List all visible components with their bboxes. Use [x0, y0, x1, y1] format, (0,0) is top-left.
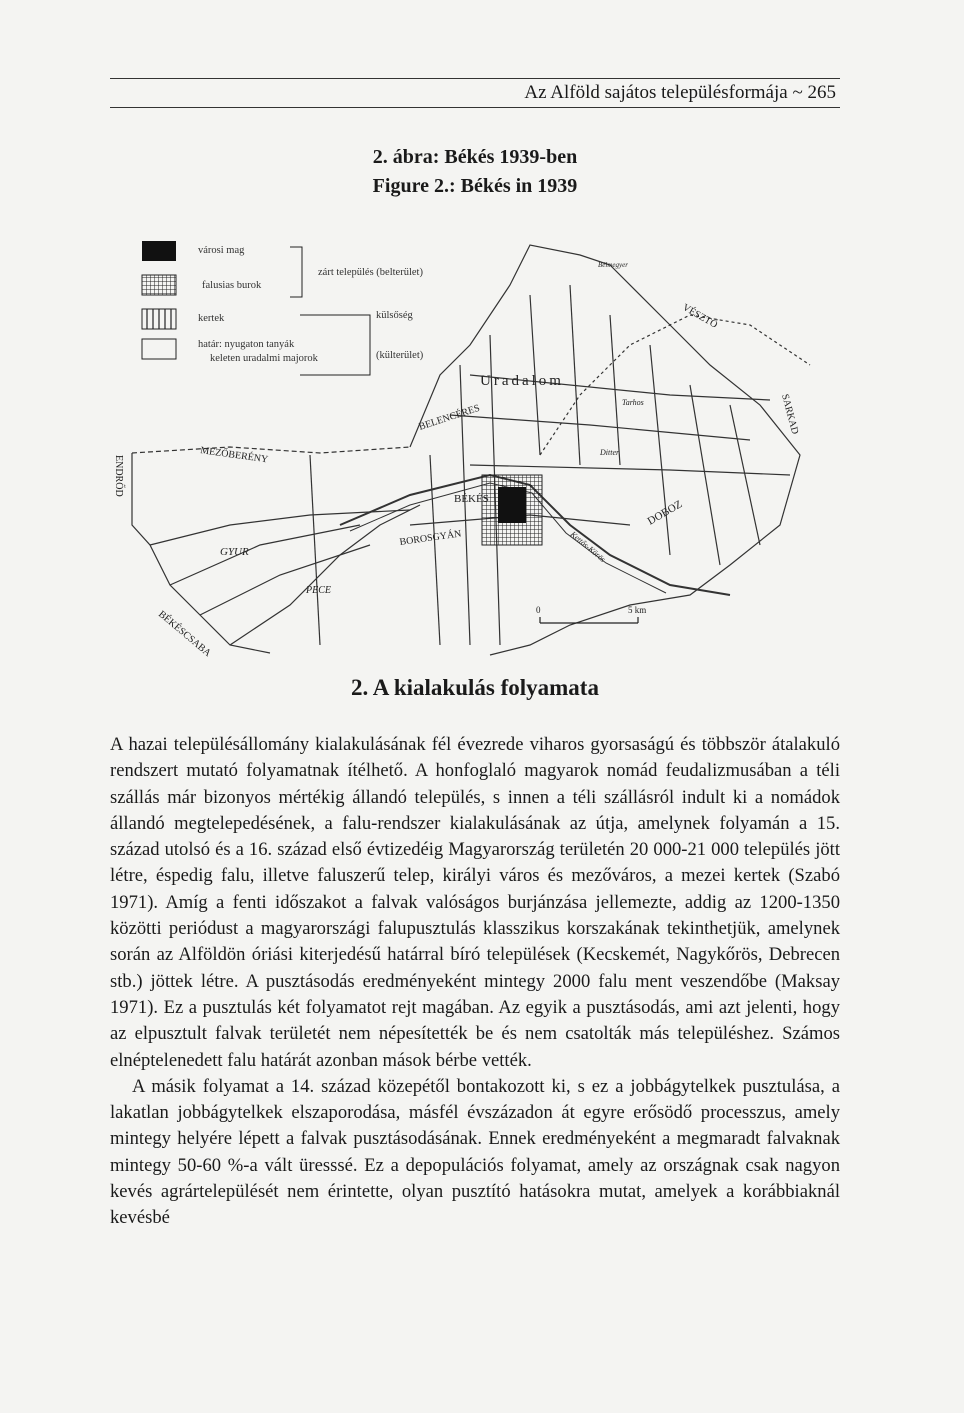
legend-swatch-village-shell: [142, 275, 176, 295]
section-title: 2. A kialakulás folyamata: [351, 675, 599, 700]
label-bekescsaba: BÉKÉSCSABA: [156, 608, 213, 660]
legend-swatch-boundary: [142, 339, 176, 359]
label-belencekes: BELENCÉRES: [417, 402, 482, 433]
label-doboz: DOBOZ: [645, 498, 685, 528]
figure-caption-hu: 2. ábra: Békés 1939-ben: [372, 146, 578, 168]
label-kettos-koros: Kettős-Körös: [568, 529, 608, 564]
legend-town-core: városi mag: [198, 245, 245, 256]
legend-outer-area-2: (külterület): [376, 350, 424, 361]
legend-village-shell: falusias burok: [202, 280, 262, 291]
label-uradalom: Uradalom: [480, 373, 564, 389]
legend-swatch-town-core: [142, 241, 176, 261]
legend-inner-area: zárt település (belterület): [318, 267, 423, 278]
label-belmegyer: Bélmegyer: [598, 261, 628, 269]
scale-five-km: 5 km: [628, 605, 647, 615]
label-ditter: Ditter: [600, 448, 620, 457]
legend-gardens: kertek: [198, 313, 225, 324]
running-title: Az Alföld sajátos településformája: [524, 82, 788, 103]
body-text: [110, 732, 840, 1232]
bekes-town: [482, 475, 542, 545]
paragraph-2: A másik folyamat a 14. század közepétől bontakozott ki, s ez a jobbágytelkek pusztulása, a lakatlan jobbágytelkek elszaporodása, másfél évszázadon át egyre erősödő processzus, amely mintegy helyére lépett a falvak pusztásodásának. Ennek eredményeként a megmaradt falvaknak mintegy 50-60 %-a vált üresssé. Ez a depopulációs folyamat, amely az országnak csak nagyon kevés agrártelepülését nem érintette, olyan pusztító hatásokra mutat, amelyek a korábbiaknál kevésbé: [110, 1075, 840, 1229]
legend-boundary-east: keleten uradalmi majorok: [210, 353, 318, 364]
legend-swatch-gardens: [142, 309, 176, 329]
label-borosgyan: BOROSGYÁN: [398, 528, 463, 548]
scale-bar: [536, 605, 646, 623]
legend-outer-area-1: külsőség: [376, 310, 413, 321]
bekes-map-figure: [110, 225, 840, 670]
page-number: 265: [807, 82, 836, 103]
paragraph-1: A hazai településállomány kialakulásának fél évezrede viharos gyorsaságú és többször átalakuló rendszert mutató folyamatnak ítélhető. A honfoglaló magyarok nomád feudalizmusában a téli szállás már bizonyos mértékig állandó település, s innen a téli szállásról indult ki a nomádok állandó megtelepedésének, a falu-rendszer kialakulásának az útja, amelynek folyamán a 15. század utolsó és a 16. század első évtizedéig Magyarország területén 20 000-21 000 település jött létre, éspedig falu, illetve faluszerű telep, királyi város és mezőváros, a mezei kertek (Szabó 1971). Amíg a fenti időszakot a falvak valóságos burjánzása jellemezte, addig az 1200-1350 közötti periódust a magyarországi falupusztulás klasszikus korszakának tekinthetjük, amelynek során az Alföldön óriási kiterjedésű határral bíró települések (Kecskemét, Nagykőrös, Debrecen stb.) jöttek létre. A pusztásodás eredményeként mintegy 2000 falu ment veszendőbe (Maksay 1971). Ez a pusztulás két folyamatot rejt magában. Az egyik a pusztásodás, ami azt jelenti, hogy az elpusztult falvak területét nem népesítették be és nem csatolták más településhez. Számos elnéptelenedett falu határát azonban mások bérbe vették.: [110, 734, 840, 1071]
label-tarhos: Tarhos: [622, 398, 644, 407]
label-endrod: ENDRŐD: [113, 455, 124, 497]
label-sarkad: SARKAD: [779, 392, 801, 436]
label-veszto: VÉSZTŐ: [680, 302, 720, 331]
scale-zero: 0: [536, 605, 541, 615]
label-gyur: GYUR: [220, 546, 249, 558]
label-pece: PECE: [306, 585, 331, 596]
running-header: [110, 78, 840, 108]
label-bekes: BÉKÉS: [454, 493, 489, 505]
header-separator: ~: [792, 82, 803, 103]
legend-boundary-west: határ: nyugaton tanyák: [198, 339, 295, 350]
figure-caption-en: Figure 2.: Békés in 1939: [372, 175, 578, 197]
map-legend: [142, 241, 424, 375]
label-mezobereny: MEZŐBERÉNY: [199, 445, 269, 466]
